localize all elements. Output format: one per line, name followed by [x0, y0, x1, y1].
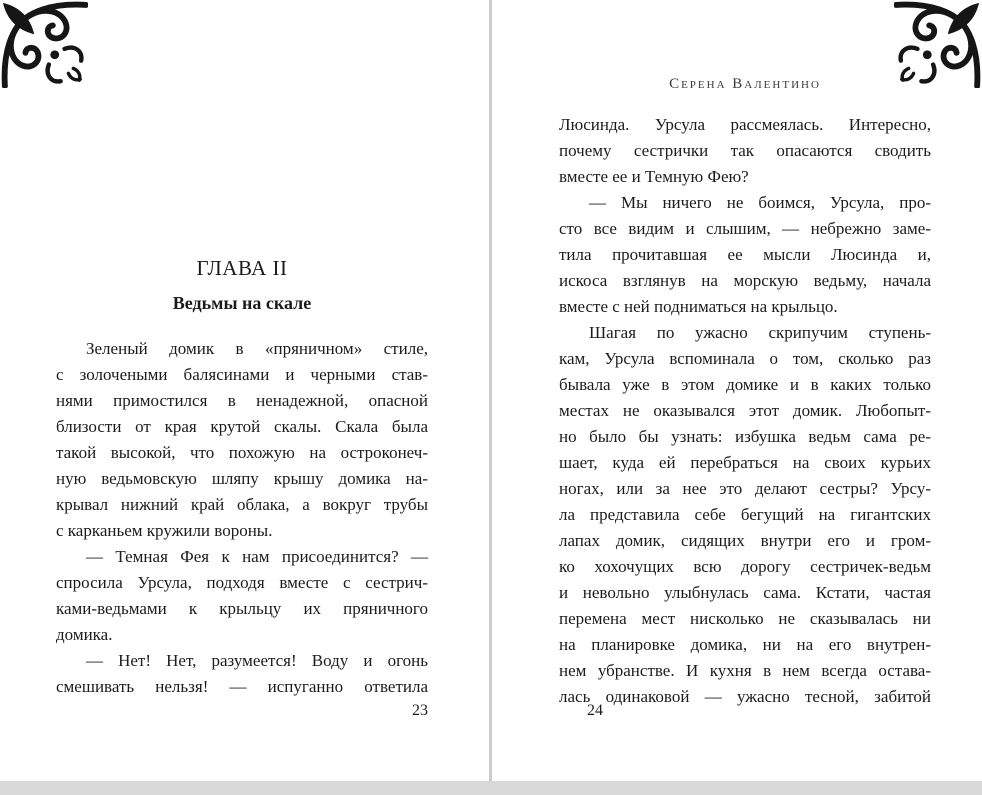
paragraph — [56, 648, 428, 700]
corner-ornament-top-left — [0, 0, 88, 88]
text-line: ногах, или за нее это делают сестры? Урсу- — [559, 479, 931, 498]
text-line: — Темная Фея к нам присоединится? — — [86, 547, 428, 566]
text-line: с золочеными балясинами и черными став- — [56, 365, 428, 384]
text-line: тила прочитавшая ее мысли Люсинда и, — [559, 245, 931, 264]
left-page-number: 23 — [412, 702, 428, 719]
text-line: бывала уже в этом домике и в каких только — [559, 375, 931, 394]
running-header: Серена Валентино — [669, 76, 821, 92]
text-line: кам, Урсула вспоминала о том, сколько раз — [559, 349, 931, 368]
paragraph — [559, 112, 931, 190]
paragraph — [56, 336, 428, 544]
text-line: сто все видим и слышим, — небрежно заме- — [559, 219, 931, 238]
text-line: Шагая по ужасно скрипучим ступень- — [589, 323, 931, 342]
text-line: но было бы узнать: избушка ведьм сама ре- — [559, 427, 931, 446]
text-line: Люсинда. Урсула рассмеялась. Интересно, — [559, 115, 931, 134]
text-line: крывал нижний край облака, а вокруг трубы — [56, 495, 428, 514]
text-line: местах не оказывался этот домик. Любопыт- — [559, 401, 931, 420]
text-line: шает, куда ей перебраться на своих курьих — [559, 453, 931, 472]
text-line: близости от края крутой скалы. Скала была — [56, 417, 428, 436]
text-line: искоса взглянув на морскую ведьму, начала — [559, 271, 931, 290]
corner-ornament-top-right — [894, 0, 982, 88]
right-page-body — [559, 112, 931, 710]
text-line: ную ведьмовскую шляпу крышу домика на- — [56, 469, 428, 488]
text-line: на планировке домика, ни на его внутрен- — [559, 635, 931, 654]
text-line: ко хохочущих всю дорогу сестричек-ведьм — [559, 557, 931, 576]
text-line: почему сестрички так опасаются сводить — [559, 141, 931, 160]
text-line: нями примостился в ненадежной, опасной — [56, 391, 428, 410]
paragraph — [559, 320, 931, 710]
text-line: Зеленый домик в «пряничном» стиле, — [86, 339, 428, 358]
chapter-heading — [56, 256, 428, 314]
text-line: — Мы ничего не боимся, Урсула, про- — [589, 193, 931, 212]
text-line: нем убранстве. И кухня в нем всегда остава- — [559, 661, 931, 680]
text-line: вместе с ней подниматься на крыльцо. — [559, 297, 838, 316]
text-line: — Нет! Нет, разумеется! Воду и огонь — [86, 651, 428, 670]
text-line: спросила Урсула, подходя вместе с сестрич- — [56, 573, 428, 592]
gutter-divider — [489, 0, 492, 781]
text-line: ками-ведьмами к крыльцу их пряничного — [56, 599, 428, 618]
paragraph — [559, 190, 931, 320]
right-page-number: 24 — [587, 702, 603, 719]
text-line: смешивать нельзя! — испуганно ответила — [56, 677, 428, 696]
left-page-body — [56, 336, 428, 700]
chapter-title: ГЛАВА II — [196, 256, 288, 280]
chapter-subtitle: Ведьмы на скале — [172, 293, 312, 313]
text-line: и невольно улыбнулась сама. Кстати, частая — [559, 583, 931, 602]
corner-flourish-icon — [894, 0, 982, 88]
page-bottom-edge — [0, 781, 982, 795]
text-line: ла представила себе бегущий на гигантских — [559, 505, 931, 524]
text-line: вместе ее и Темную Фею? — [559, 167, 749, 186]
text-line: с карканьем кружили вороны. — [56, 521, 273, 540]
text-line: домика. — [56, 625, 113, 644]
paragraph — [56, 544, 428, 648]
text-line: лась одинаковой — ужасно тесной, забитой — [559, 687, 931, 706]
text-line: такой высокой, что похожую на остроконеч- — [56, 443, 428, 462]
text-line: лапах домик, сидящих внутри его и гром- — [559, 531, 931, 550]
corner-flourish-icon — [0, 0, 88, 88]
text-line: перемена мест нисколько не сказывалась ни — [559, 609, 931, 628]
